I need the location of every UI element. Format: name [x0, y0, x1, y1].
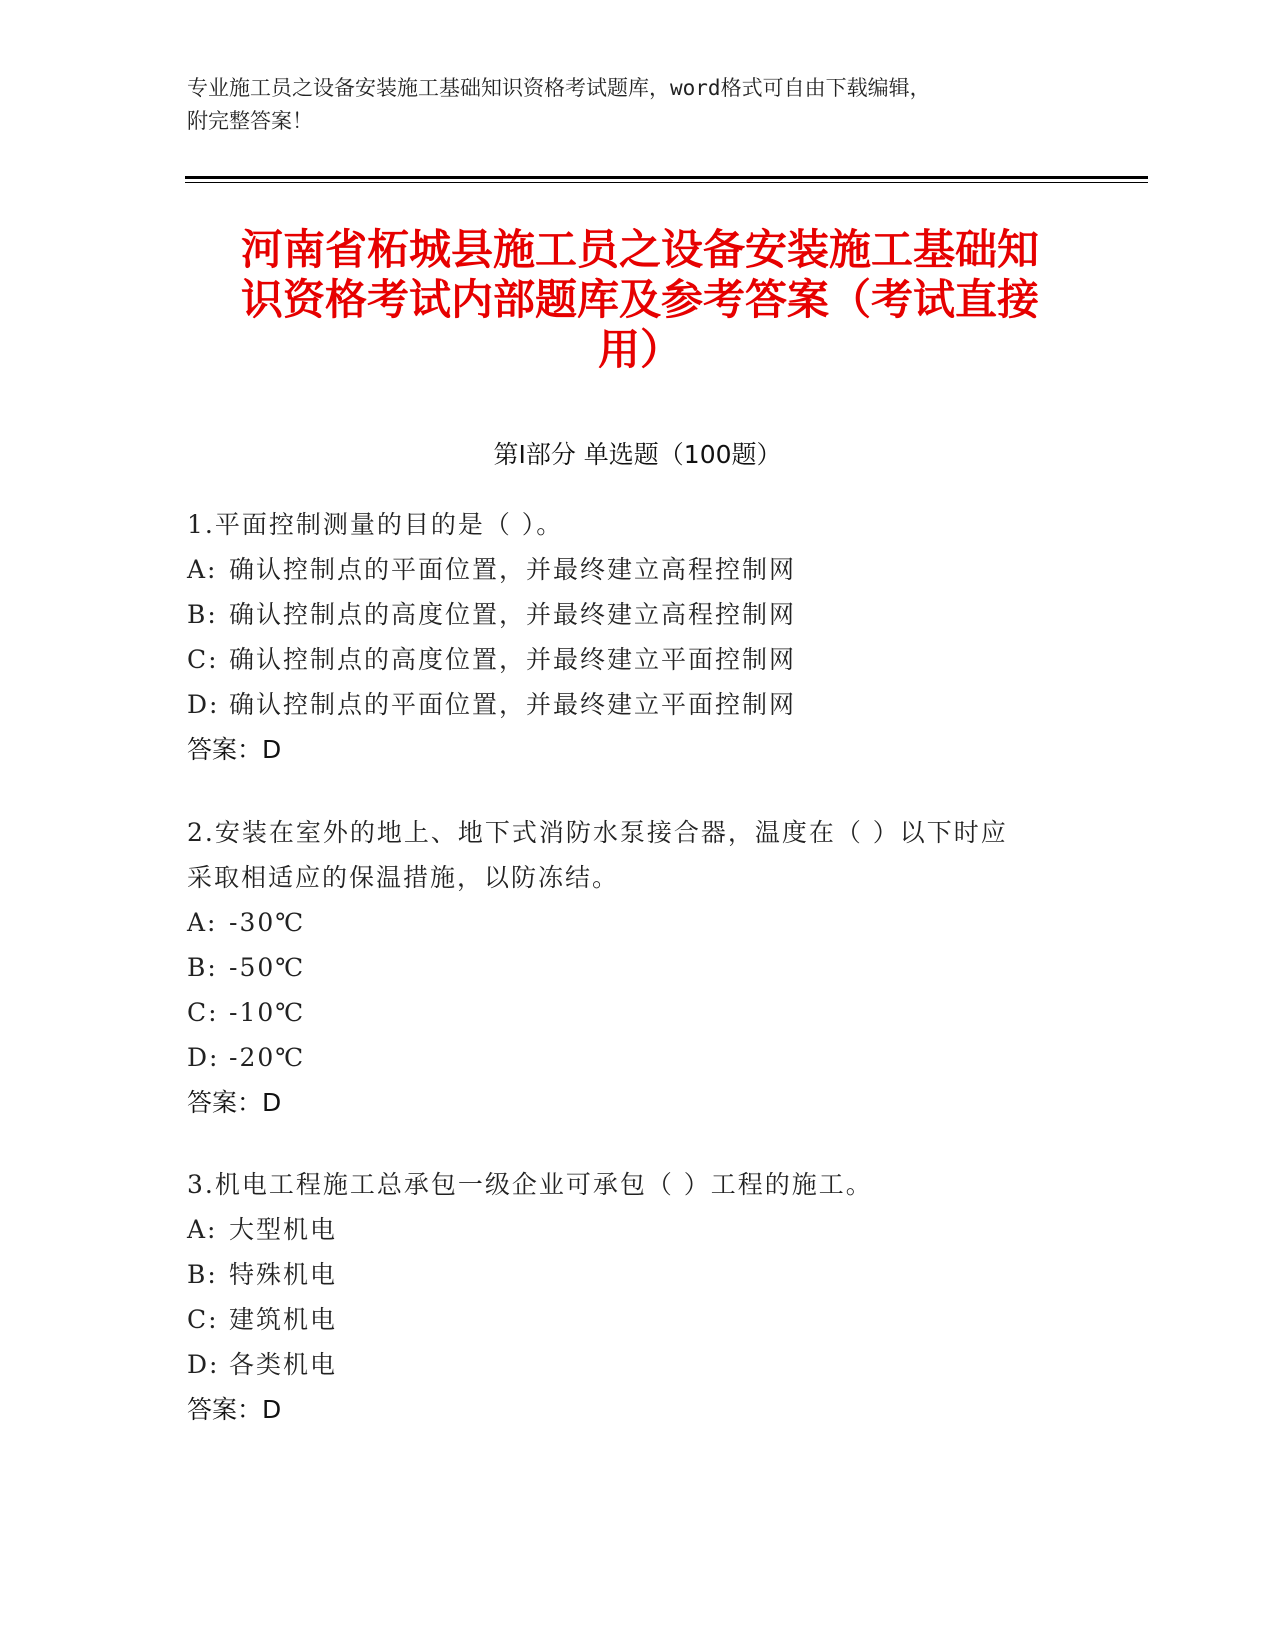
option-text: -30℃ — [229, 908, 306, 937]
question-stem-line-1: 2.安装在室外的地上、地下式消防水泵接合器，温度在（ ）以下时应 — [187, 818, 1008, 847]
document-title-line-3: 用） — [597, 325, 682, 374]
option-letter: C: — [187, 1305, 219, 1334]
header-divider-thick — [185, 176, 1148, 179]
option-text: -10℃ — [229, 998, 306, 1027]
option-text: 特殊机电 — [229, 1260, 338, 1289]
answer: 答案：D — [187, 735, 282, 764]
option-a — [187, 547, 1087, 592]
section-title: 第Ⅰ部分 单选题（100题） — [493, 440, 782, 469]
question-3 — [187, 1162, 1087, 1432]
document-title-line-2: 识资格考试内部题库及参考答案（考试直接 — [240, 275, 1039, 324]
option-text: -20℃ — [229, 1043, 306, 1072]
option-letter: D: — [187, 690, 220, 719]
question-stem: 1.平面控制测量的目的是（ ）。 — [187, 510, 564, 539]
option-text: -50℃ — [229, 953, 306, 982]
answer: 答案：D — [187, 1088, 282, 1117]
option-c — [187, 1297, 1087, 1342]
option-text: 建筑机电 — [229, 1305, 338, 1334]
option-b — [187, 592, 1087, 637]
option-letter: A: — [187, 555, 218, 584]
option-letter: B: — [187, 600, 218, 629]
option-text: 确认控制点的平面位置，并最终建立平面控制网 — [229, 690, 797, 719]
option-letter: C: — [187, 645, 219, 674]
option-text: 各类机电 — [229, 1350, 338, 1379]
option-text: 大型机电 — [229, 1215, 338, 1244]
option-b — [187, 945, 1087, 990]
option-text: 确认控制点的平面位置，并最终建立高程控制网 — [229, 555, 797, 584]
option-letter: B: — [187, 1260, 218, 1289]
question-stem: 3.机电工程施工总承包一级企业可承包（ ）工程的施工。 — [187, 1170, 873, 1199]
question-stem-line-2: 采取相适应的保温措施，以防冻结。 — [187, 863, 620, 892]
option-a — [187, 900, 1087, 945]
option-letter: A: — [187, 1215, 218, 1244]
header-note — [187, 72, 1087, 138]
option-a — [187, 1207, 1087, 1252]
document-title-line-1: 河南省柘城县施工员之设备安装施工基础知 — [240, 225, 1039, 274]
question-1 — [187, 502, 1087, 772]
document-title — [195, 225, 1085, 375]
header-note-line-1: 专业施工员之设备安装施工基础知识资格考试题库，word格式可自由下载编辑， — [187, 76, 931, 100]
answer: 答案：D — [187, 1395, 282, 1424]
option-c — [187, 990, 1087, 1035]
option-d — [187, 1342, 1087, 1387]
option-c — [187, 637, 1087, 682]
header-note-line-2: 附完整答案！ — [187, 109, 313, 133]
option-d — [187, 682, 1087, 727]
option-text: 确认控制点的高度位置，并最终建立高程控制网 — [229, 600, 797, 629]
question-2 — [187, 810, 1087, 1125]
option-text: 确认控制点的高度位置，并最终建立平面控制网 — [229, 645, 797, 674]
option-letter: B: — [187, 953, 218, 982]
option-b — [187, 1252, 1087, 1297]
option-d — [187, 1035, 1087, 1080]
header-divider-thin — [185, 182, 1148, 183]
option-letter: A: — [187, 908, 218, 937]
option-letter: C: — [187, 998, 219, 1027]
option-letter: D: — [187, 1350, 220, 1379]
option-letter: D: — [187, 1043, 220, 1072]
